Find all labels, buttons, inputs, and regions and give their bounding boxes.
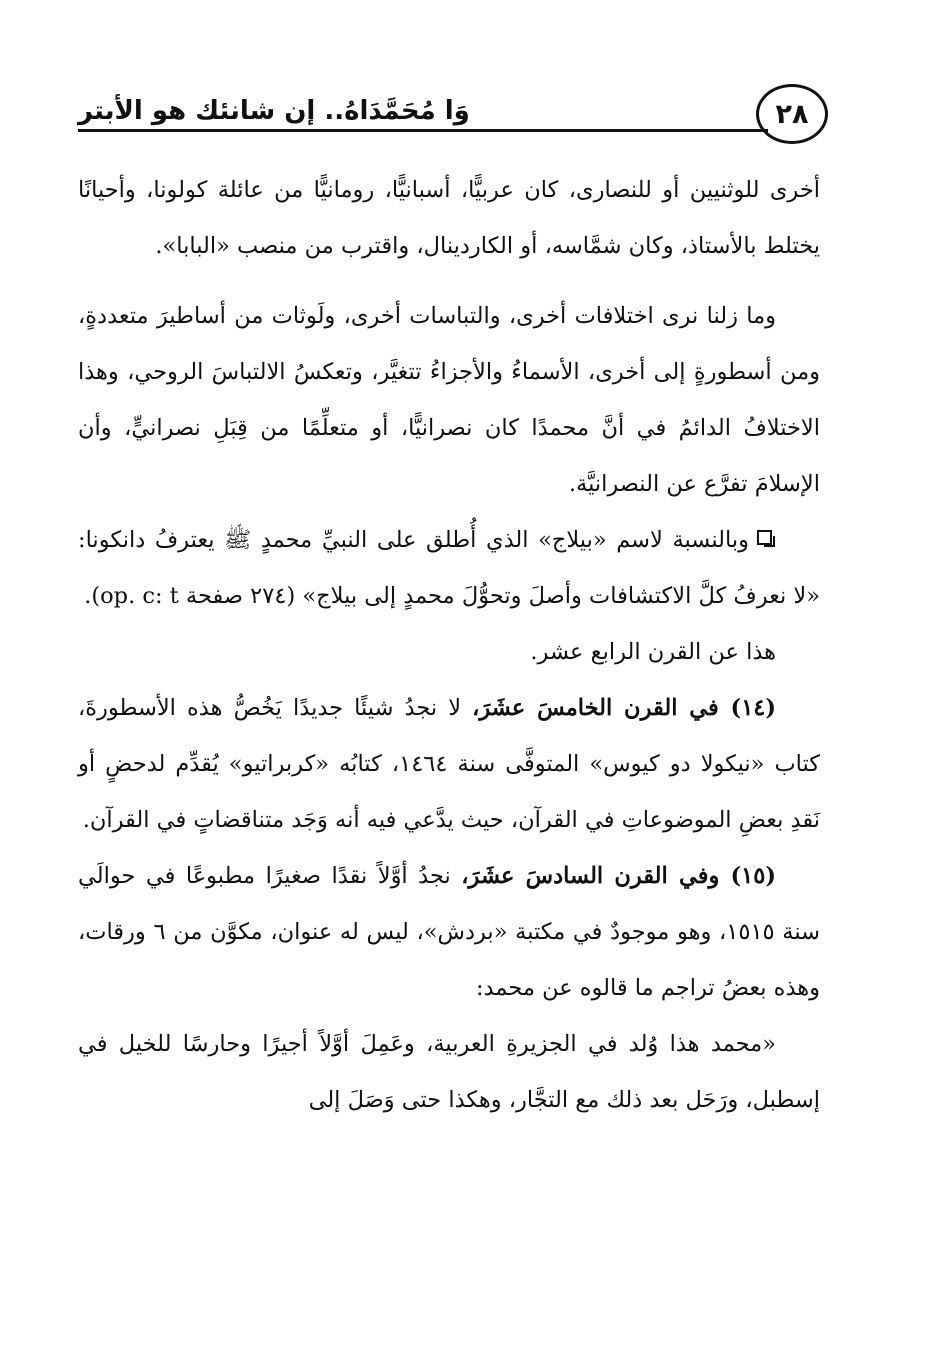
- paragraph-text: لا نجدُ شيئًا جديدًا يَخُصُّ هذه الأسطورةَ، كتاب «نيكولا دو كيوس» المتوفَّى سنة ١٤٦٤، كتابُه «كربراتيو» يُقدِّم لدحضٍ أو نَقدِ بعضِ الموضوعاتِ في القرآن، حيث يدَّعي فيه أنه وَجَد متناقضاتٍ في القرآن.: [78, 695, 820, 833]
- paragraph-3: [78, 512, 820, 624]
- paragraph-5: [78, 680, 820, 848]
- paragraph-4: [78, 624, 820, 680]
- section-lead: (١٥) وفي القرن السادسَ عشَرَ،: [461, 863, 776, 889]
- paragraph-text: أخرى للوثنيين أو للنصارى، كان عربيًّا، أسبانيًّا، رومانيًّا من عائلة كولونا، وأحيانًا يختلط بالأستاذ، وكان شمَّاسه، أو الكاردينال، واقترب من منصب «البابا».: [78, 177, 820, 259]
- paragraph-text: وبالنسبة لاسم «بيلاج» الذي أُطلق على النبيِّ محمدٍ ﷺ يعترفُ دانكونا: «لا نعرفُ كلَّ الاكتشافات وأصلَ وتحوُّلَ محمدٍ إلى بيلاج» (٢٧٤ صفحة op. c: t).: [78, 527, 820, 609]
- page-body: [78, 162, 820, 1128]
- running-title: وَا مُحَمَّدَاهُ.. إن شانئك هو الأبتر: [78, 96, 470, 126]
- section-lead: (١٤) في القرن الخامسَ عشَرَ،: [472, 695, 777, 721]
- paragraph-text: «محمد هذا وُلد في الجزيرةِ العربية، وعَمِلَ أوَّلاً أجيرًا وحارسًا للخيل في إسطبل، ورَحَل بعد ذلك مع التجَّار، وهكذا حتى وَصَلَ إلى: [78, 1031, 820, 1113]
- header-rule: [78, 129, 768, 132]
- page-header: [78, 84, 828, 154]
- paragraph-text: هذا عن القرن الرابع عشر.: [530, 639, 776, 665]
- paragraph-text: وما زلنا نرى اختلافات أخرى، والتباسات أخرى، ولَوثات من أساطيرَ متعددةٍ، ومن أسطورةٍ إلى أخرى، الأسماءُ والأجزاءُ تتغيَّر، وتعكسُ الالتباسَ الروحي، وهذا الاختلافُ الدائمُ في أنَّ محمدًا كان نصرانيًّا، أو متعلِّمًا من قِبَلِ نصرانيٍّ، وأن الإسلامَ تفرَّع عن النصرانيَّة.: [78, 303, 820, 497]
- page-number-badge: ٢٨: [756, 84, 828, 144]
- paragraph-2: [78, 288, 820, 512]
- paragraph-6: [78, 848, 820, 1016]
- square-bullet-icon: [757, 530, 772, 545]
- paragraph-7: [78, 1016, 820, 1128]
- paragraph-text: نجدُ أوَّلاً نقدًا صغيرًا مطبوعًا في حوالَي سنة ١٥١٥، وهو موجودٌ في مكتبة «بردش»، ليس له عنوان، مكوَّن من ٦ ورقات، وهذه بعضُ تراجم ما قالوه عن محمد:: [78, 863, 820, 1001]
- paragraph-1: [78, 162, 820, 274]
